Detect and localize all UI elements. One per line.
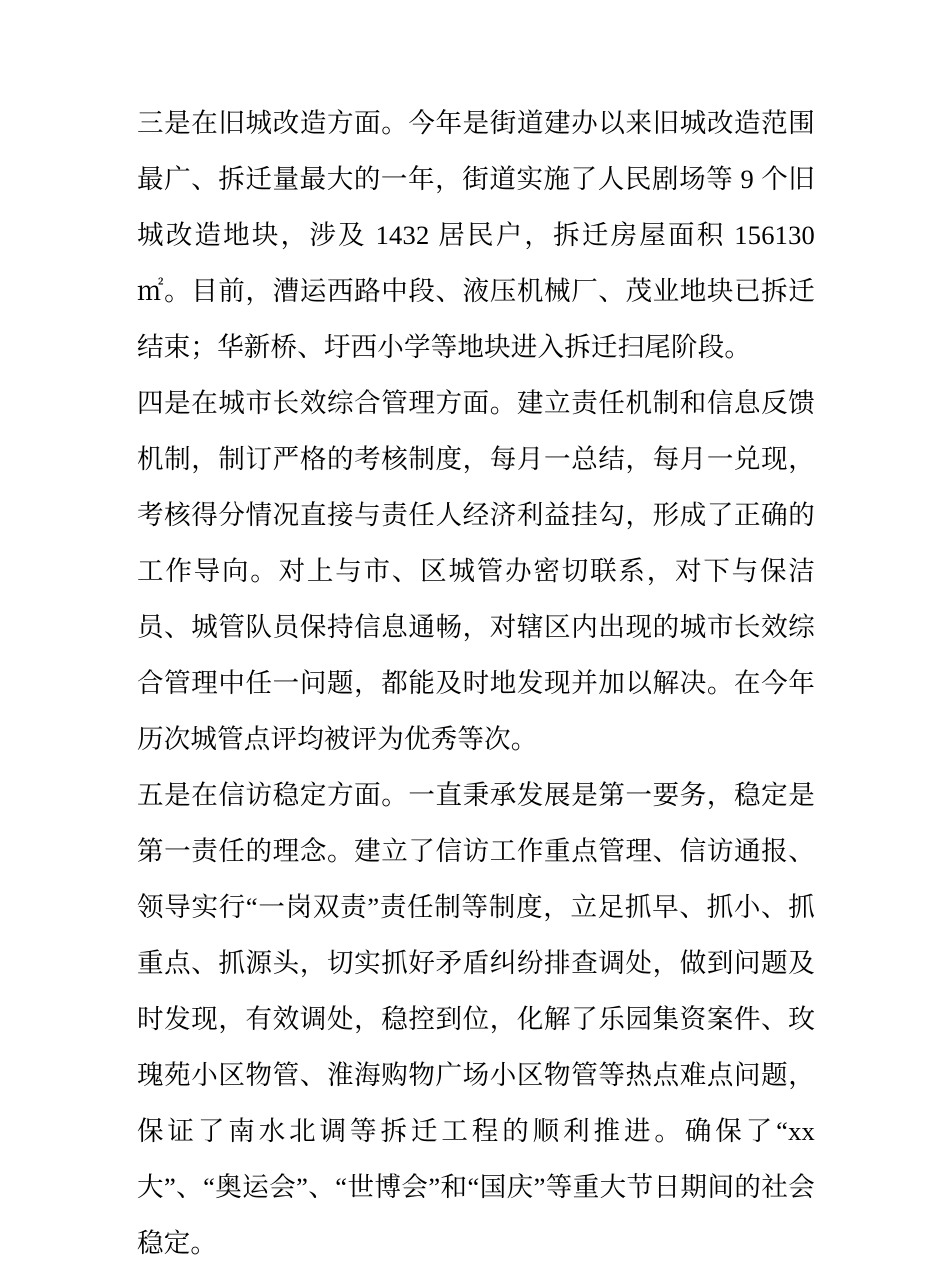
document-body — [137, 95, 815, 1271]
paragraph-petition-stability: 五是在信访稳定方面。一直秉承发展是第一要务，稳定是第一责任的理念。建立了信访工作重点管理、信访通报、领导实行“一岗双责”责任制等制度，立足抓早、抓小、抓重点、抓源头，切实抓好矛盾纠纷排查调处，做到问题及时发现，有效调处，稳控到位，化解了乐园集资案件、玫瑰苑小区物管、淮海购物广场小区物管等热点难点问题，保证了南水北调等拆迁工程的顺利推进。确保了“xx 大”、“奥运会”、“世博会”和“国庆”等重大节日期间的社会稳定。 — [137, 780, 815, 1258]
paragraph-urban-renewal: 三是在旧城改造方面。今年是街道建办以来旧城改造范围最广、拆迁量最大的一年，街道实施了人民剧场等 9 个旧城改造地块，涉及 1432 居民户，拆迁房屋面积 156130㎡。目前，漕运西路中段、液压机械厂、茂业地块已拆迁结束；华新桥、圩西小学等地块进入拆迁扫尾阶段。 — [137, 108, 815, 362]
paragraph-city-management: 四是在城市长效综合管理方面。建立责任机制和信息反馈机制，制订严格的考核制度，每月一总结，每月一兑现，考核得分情况直接与责任人经济利益挂勾，形成了正确的工作导向。对上与市、区城管办密切联系，对下与保洁员、城管队员保持信息通畅，对辖区内出现的城市长效综合管理中任一问题，都能及时地发现并加以解决。在今年历次城管点评均被评为优秀等次。 — [137, 388, 815, 754]
